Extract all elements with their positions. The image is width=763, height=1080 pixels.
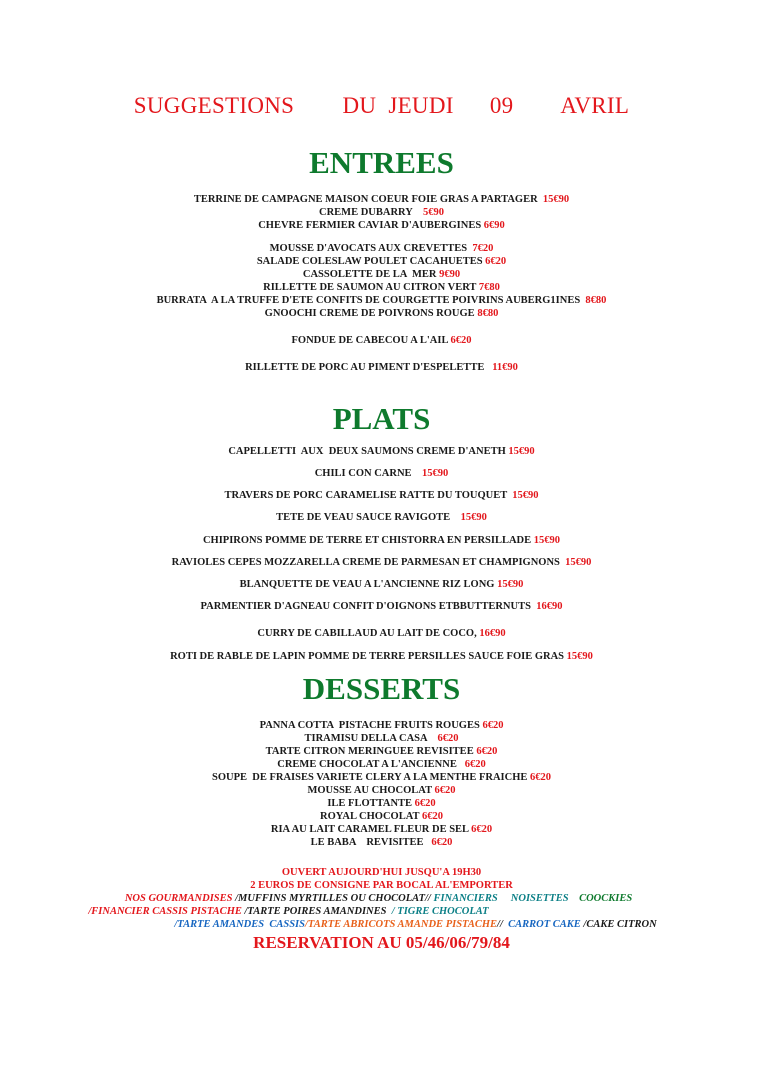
item-name: TETE DE VEAU SAUCE RAVIGOTE xyxy=(276,512,461,523)
gourmandises-line-1 xyxy=(0,892,760,905)
item-price: 6€20 xyxy=(421,811,443,822)
item-price: 6€20 xyxy=(414,798,436,809)
item-price: 6€20 xyxy=(434,785,456,796)
gourmandises-part: /FINANCIER CASSIS PISTACHE xyxy=(88,906,245,917)
item-price: 6€20 xyxy=(450,335,472,346)
opening-hours: OUVERT AUJOURD'HUI JUSQU'A 19H30 xyxy=(281,867,482,878)
item-name: BURRATA A LA TRUFFE D'ETE CONFITS DE COURGETTE POIVRINS AUBERG1INES xyxy=(156,295,586,306)
menu-item xyxy=(0,719,763,732)
menu-item xyxy=(0,836,763,849)
item-name: BLANQUETTE DE VEAU A L'ANCIENNE RIZ LONG xyxy=(239,579,498,590)
item-name: CASSOLETTE DE LA MER xyxy=(302,269,440,280)
menu-item xyxy=(0,242,763,255)
item-name: RAVIOLES CEPES MOZZARELLA CREME DE PARMESAN ET CHAMPIGNONS xyxy=(171,557,566,568)
item-price: 16€90 xyxy=(479,628,506,639)
section-heading-desserts: DESSERTS xyxy=(302,671,461,706)
menu-item xyxy=(0,797,763,810)
item-price: 6€20 xyxy=(431,837,453,848)
item-price: 8€80 xyxy=(585,295,607,306)
item-price: 6€20 xyxy=(476,746,498,757)
item-price: 15€90 xyxy=(533,535,561,546)
gourmandises-part: CARROT CAKE xyxy=(508,919,584,930)
reservation-phone: RESERVATION AU 05/46/06/79/84 xyxy=(253,933,510,952)
menu-item xyxy=(0,361,763,374)
item-name: MOUSSE D'AVOCATS AUX CREVETTES xyxy=(269,243,473,254)
gourmandises-part: /CAKE CITRON xyxy=(583,919,657,930)
item-name: CHEVRE FERMIER CAVIAR D'AUBERGINES xyxy=(258,220,484,231)
item-price: 6€20 xyxy=(464,759,486,770)
menu-item xyxy=(0,255,763,268)
item-price: 6€20 xyxy=(437,733,459,744)
item-price: 15€90 xyxy=(542,194,570,205)
item-name: TARTE CITRON MERINGUEE REVISITEE xyxy=(265,746,477,757)
item-price: 8€80 xyxy=(477,308,499,319)
item-name: CREME CHOCOLAT A L'ANCIENNE xyxy=(277,759,465,770)
menu-item xyxy=(0,268,763,281)
item-name: SOUPE DE FRAISES VARIETE CLERY A LA MENTHE FRAICHE xyxy=(211,772,530,783)
item-name: CHIPIRONS POMME DE TERRE ET CHISTORRA EN PERSILLADE xyxy=(202,535,534,546)
gourmandises-part: COOCKIES xyxy=(579,893,633,904)
item-price: 11€90 xyxy=(492,362,518,373)
item-price: 7€80 xyxy=(478,282,500,293)
menu-item xyxy=(0,627,763,640)
gourmandises-line-3 xyxy=(34,918,763,931)
menu-item xyxy=(0,758,763,771)
item-name: SALADE COLESLAW POULET CACAHUETES xyxy=(256,256,486,267)
item-price: 6€20 xyxy=(485,256,507,267)
menu-item xyxy=(0,600,763,613)
item-name: PARMENTIER D'AGNEAU CONFIT D'OIGNONS ETBBUTTERNUTS xyxy=(200,601,537,612)
menu-item xyxy=(0,489,763,502)
item-name: TRAVERS DE PORC CARAMELISE RATTE DU TOUQUET xyxy=(224,490,513,501)
gourmandises-part: / TIGRE CHOCOLAT xyxy=(391,906,489,917)
menu-item xyxy=(0,307,763,320)
item-name: PANNA COTTA PISTACHE FRUITS ROUGES xyxy=(259,720,483,731)
item-price: 16€90 xyxy=(536,601,563,612)
item-name: ROTI DE RABLE DE LAPIN POMME DE TERRE PERSILLES SAUCE FOIE GRAS xyxy=(170,651,567,662)
menu-item xyxy=(0,219,763,232)
item-name: ILE FLOTTANTE xyxy=(327,798,415,809)
menu-item xyxy=(0,578,763,591)
section-heading-plats: PLATS xyxy=(332,401,431,436)
menu-item xyxy=(0,556,763,569)
item-name: CREME DUBARRY xyxy=(319,207,423,218)
item-price: 6€90 xyxy=(483,220,505,231)
item-price: 15€90 xyxy=(497,579,524,590)
gourmandises-part: NOS GOURMANDISES xyxy=(124,893,236,904)
item-name: MOUSSE AU CHOCOLAT xyxy=(307,785,435,796)
menu-item xyxy=(0,281,763,294)
menu-item xyxy=(0,771,763,784)
menu-item xyxy=(0,294,763,307)
menu-item xyxy=(0,784,763,797)
item-name: CAPELLETTI AUX DEUX SAUMONS CREME D'ANETH xyxy=(228,446,509,457)
menu-item xyxy=(0,745,763,758)
gourmandises-line-2 xyxy=(0,905,670,918)
item-name: GNOOCHI CREME DE POIVRONS ROUGE xyxy=(264,308,478,319)
item-price: 15€90 xyxy=(565,557,592,568)
menu-item xyxy=(0,534,763,547)
gourmandises-part: FINANCIERS NOISETTES xyxy=(433,893,580,904)
menu-item xyxy=(0,511,763,524)
item-price: 5€90 xyxy=(422,207,444,218)
gourmandises-part: /MUFFINS MYRTILLES OU CHOCOLAT// xyxy=(235,893,434,904)
item-name: RILLETTE DE SAUMON AU CITRON VERT xyxy=(263,282,479,293)
gourmandises-part: /TARTE POIRES AMANDINES xyxy=(244,906,392,917)
menu-item xyxy=(0,193,763,206)
item-name: CHILI CON CARNE xyxy=(314,468,423,479)
item-price: 7€20 xyxy=(472,243,494,254)
item-name: RILLETTE DE PORC AU PIMENT D'ESPELETTE xyxy=(245,362,493,373)
page-title: SUGGESTIONS DU JEUDI 09 AVRIL xyxy=(133,93,630,118)
item-price: 15€90 xyxy=(460,512,487,523)
item-price: 6€20 xyxy=(530,772,551,783)
item-price: 6€20 xyxy=(482,720,504,731)
item-price: 6€20 xyxy=(471,824,493,835)
item-price: 9€90 xyxy=(439,269,461,280)
menu-item xyxy=(0,445,763,458)
gourmandises-part: /TARTE AMANDES CASSIS xyxy=(174,919,305,930)
menu-item xyxy=(0,467,763,480)
deposit-notice: 2 EUROS DE CONSIGNE PAR BOCAL AL'EMPORTER xyxy=(250,880,513,891)
item-name: RIA AU LAIT CARAMEL FLEUR DE SEL xyxy=(270,824,472,835)
item-name: ROYAL CHOCOLAT xyxy=(320,811,422,822)
item-name: TIRAMISU DELLA CASA xyxy=(304,733,438,744)
item-name: TERRINE DE CAMPAGNE MAISON COEUR FOIE GRAS A PARTAGER xyxy=(193,194,543,205)
menu-item xyxy=(0,823,763,836)
menu-item xyxy=(0,650,763,663)
menu-item xyxy=(0,334,763,347)
item-price: 15€90 xyxy=(566,651,593,662)
menu-item xyxy=(0,206,763,219)
item-name: LE BABA REVISITEE xyxy=(310,837,432,848)
item-name: CURRY DE CABILLAUD AU LAIT DE COCO, xyxy=(257,628,480,639)
item-name: FONDUE DE CABECOU A L'AIL xyxy=(291,335,451,346)
gourmandises-part: // xyxy=(497,919,509,930)
menu-item xyxy=(0,810,763,823)
menu-item xyxy=(0,732,763,745)
item-price: 15€90 xyxy=(508,446,535,457)
section-heading-entrees: ENTREES xyxy=(309,145,454,180)
item-price: 15€90 xyxy=(422,468,449,479)
item-price: 15€90 xyxy=(512,490,539,501)
gourmandises-part: /TARTE ABRICOTS AMANDE PISTACHE xyxy=(304,919,498,930)
